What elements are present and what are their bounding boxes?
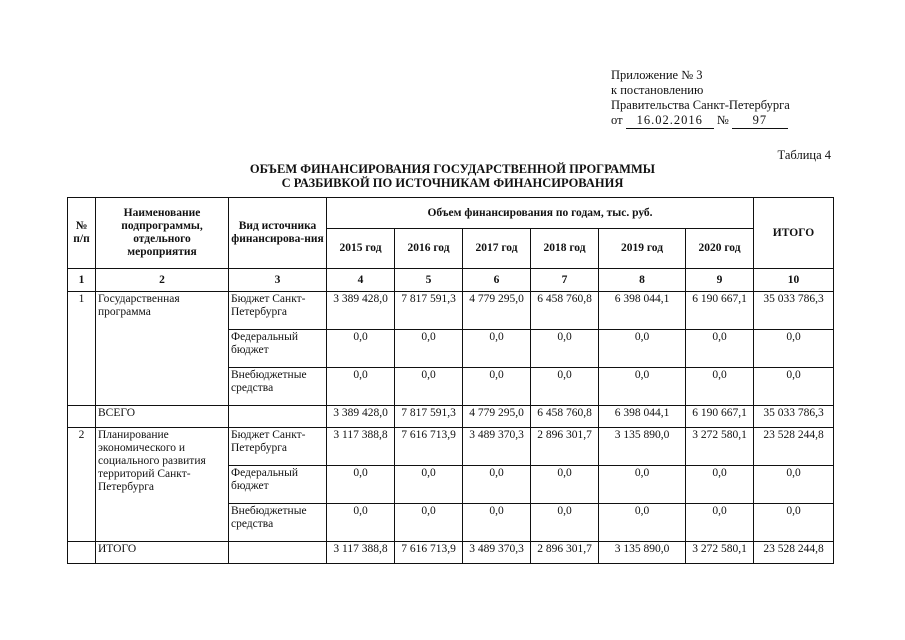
value-cell: 7 817 591,3	[395, 406, 463, 428]
index-cell: 8	[599, 269, 686, 292]
total-row	[68, 406, 834, 428]
document-title	[0, 162, 905, 190]
index-cell: 7	[531, 269, 599, 292]
total-label: ИТОГО	[96, 542, 229, 564]
value-cell: 0,0	[599, 466, 686, 504]
source-cell: Внебюджетные средства	[229, 368, 327, 406]
source-cell: Бюджет Санкт-Петербурга	[229, 292, 327, 330]
value-cell: 3 135 890,0	[599, 428, 686, 466]
value-cell: 0,0	[327, 368, 395, 406]
appendix-line3: Правительства Санкт-Петербурга	[611, 98, 790, 112]
index-cell: 3	[229, 269, 327, 292]
value-cell: 3 272 580,1	[686, 428, 754, 466]
header-row-1	[68, 198, 834, 229]
index-cell: 4	[327, 269, 395, 292]
number-prefix: №	[716, 113, 729, 127]
index-cell: 6	[463, 269, 531, 292]
empty-cell	[229, 406, 327, 428]
source-cell: Федеральный бюджет	[229, 330, 327, 368]
value-cell: 7 817 591,3	[395, 292, 463, 330]
decree-date: 16.02.2016	[626, 113, 714, 129]
value-cell: 0,0	[531, 368, 599, 406]
header-num: № п/п	[68, 198, 96, 269]
value-cell: 0,0	[463, 330, 531, 368]
value-cell: 6 190 667,1	[686, 406, 754, 428]
value-cell: 6 458 760,8	[531, 406, 599, 428]
table-row	[68, 292, 834, 330]
source-cell: Внебюджетные средства	[229, 504, 327, 542]
decree-number: 97	[732, 113, 788, 129]
index-cell: 2	[96, 269, 229, 292]
value-cell: 0,0	[686, 504, 754, 542]
value-cell: 0,0	[327, 504, 395, 542]
index-row	[68, 269, 834, 292]
appendix-line1: Приложение № 3	[611, 68, 703, 82]
value-cell: 0,0	[531, 330, 599, 368]
value-cell: 3 117 388,8	[327, 542, 395, 564]
empty-cell	[68, 406, 96, 428]
appendix-block	[611, 68, 790, 129]
value-cell: 2 896 301,7	[531, 428, 599, 466]
financing-table	[67, 197, 834, 564]
value-cell: 3 389 428,0	[327, 406, 395, 428]
value-cell: 3 117 388,8	[327, 428, 395, 466]
header-year: 2020 год	[686, 229, 754, 269]
header-source: Вид источника финансирова-ния	[229, 198, 327, 269]
value-cell: 7 616 713,9	[395, 428, 463, 466]
value-cell: 0,0	[599, 330, 686, 368]
header-year: 2017 год	[463, 229, 531, 269]
value-cell: 0,0	[599, 504, 686, 542]
header-years-group: Объем финансирования по годам, тыс. руб.	[327, 198, 754, 229]
total-cell: 0,0	[754, 368, 834, 406]
appendix-line2: к постановлению	[611, 83, 704, 97]
value-cell: 3 489 370,3	[463, 542, 531, 564]
value-cell: 0,0	[463, 504, 531, 542]
value-cell: 0,0	[531, 466, 599, 504]
value-cell: 0,0	[599, 368, 686, 406]
total-cell: 0,0	[754, 330, 834, 368]
title-line2: С РАЗБИВКОЙ ПО ИСТОЧНИКАМ ФИНАНСИРОВАНИЯ	[281, 176, 624, 190]
total-cell: 35 033 786,3	[754, 292, 834, 330]
value-cell: 0,0	[327, 330, 395, 368]
empty-cell	[229, 542, 327, 564]
table-row	[68, 428, 834, 466]
index-cell: 10	[754, 269, 834, 292]
program-name: Государственная программа	[96, 292, 229, 406]
date-prefix: от	[611, 113, 623, 127]
value-cell: 0,0	[327, 466, 395, 504]
total-cell: 0,0	[754, 466, 834, 504]
value-cell: 3 489 370,3	[463, 428, 531, 466]
value-cell: 4 779 295,0	[463, 406, 531, 428]
value-cell: 7 616 713,9	[395, 542, 463, 564]
value-cell: 6 190 667,1	[686, 292, 754, 330]
table-label: Таблица 4	[777, 148, 831, 162]
title-line1: ОБЪЕМ ФИНАНСИРОВАНИЯ ГОСУДАРСТВЕННОЙ ПРОГРАММЫ	[249, 162, 656, 176]
index-cell: 5	[395, 269, 463, 292]
total-cell: 23 528 244,8	[754, 542, 834, 564]
value-cell: 0,0	[395, 330, 463, 368]
source-cell: Бюджет Санкт-Петербурга	[229, 428, 327, 466]
total-cell: 23 528 244,8	[754, 428, 834, 466]
total-row	[68, 542, 834, 564]
header-year: 2015 год	[327, 229, 395, 269]
value-cell: 0,0	[531, 504, 599, 542]
value-cell: 4 779 295,0	[463, 292, 531, 330]
value-cell: 6 398 044,1	[599, 406, 686, 428]
total-cell: 0,0	[754, 504, 834, 542]
index-cell: 9	[686, 269, 754, 292]
row-number: 1	[68, 292, 96, 406]
value-cell: 3 272 580,1	[686, 542, 754, 564]
source-cell: Федеральный бюджет	[229, 466, 327, 504]
appendix-date-line	[611, 113, 790, 129]
value-cell: 2 896 301,7	[531, 542, 599, 564]
index-cell: 1	[68, 269, 96, 292]
value-cell: 6 458 760,8	[531, 292, 599, 330]
value-cell: 0,0	[686, 368, 754, 406]
value-cell: 0,0	[686, 466, 754, 504]
empty-cell	[68, 542, 96, 564]
value-cell: 0,0	[686, 330, 754, 368]
value-cell: 3 389 428,0	[327, 292, 395, 330]
program-name: Планирование экономического и социального развития территорий Санкт-Петербурга	[96, 428, 229, 542]
value-cell: 0,0	[463, 368, 531, 406]
header-year: 2018 год	[531, 229, 599, 269]
value-cell: 6 398 044,1	[599, 292, 686, 330]
value-cell: 0,0	[463, 466, 531, 504]
header-year: 2016 год	[395, 229, 463, 269]
value-cell: 3 135 890,0	[599, 542, 686, 564]
row-number: 2	[68, 428, 96, 542]
total-cell: 35 033 786,3	[754, 406, 834, 428]
total-label: ВСЕГО	[96, 406, 229, 428]
header-total: ИТОГО	[754, 198, 834, 269]
value-cell: 0,0	[395, 504, 463, 542]
value-cell: 0,0	[395, 368, 463, 406]
header-year: 2019 год	[599, 229, 686, 269]
value-cell: 0,0	[395, 466, 463, 504]
header-name: Наименование подпрограммы, отдельного мероприятия	[96, 198, 229, 269]
